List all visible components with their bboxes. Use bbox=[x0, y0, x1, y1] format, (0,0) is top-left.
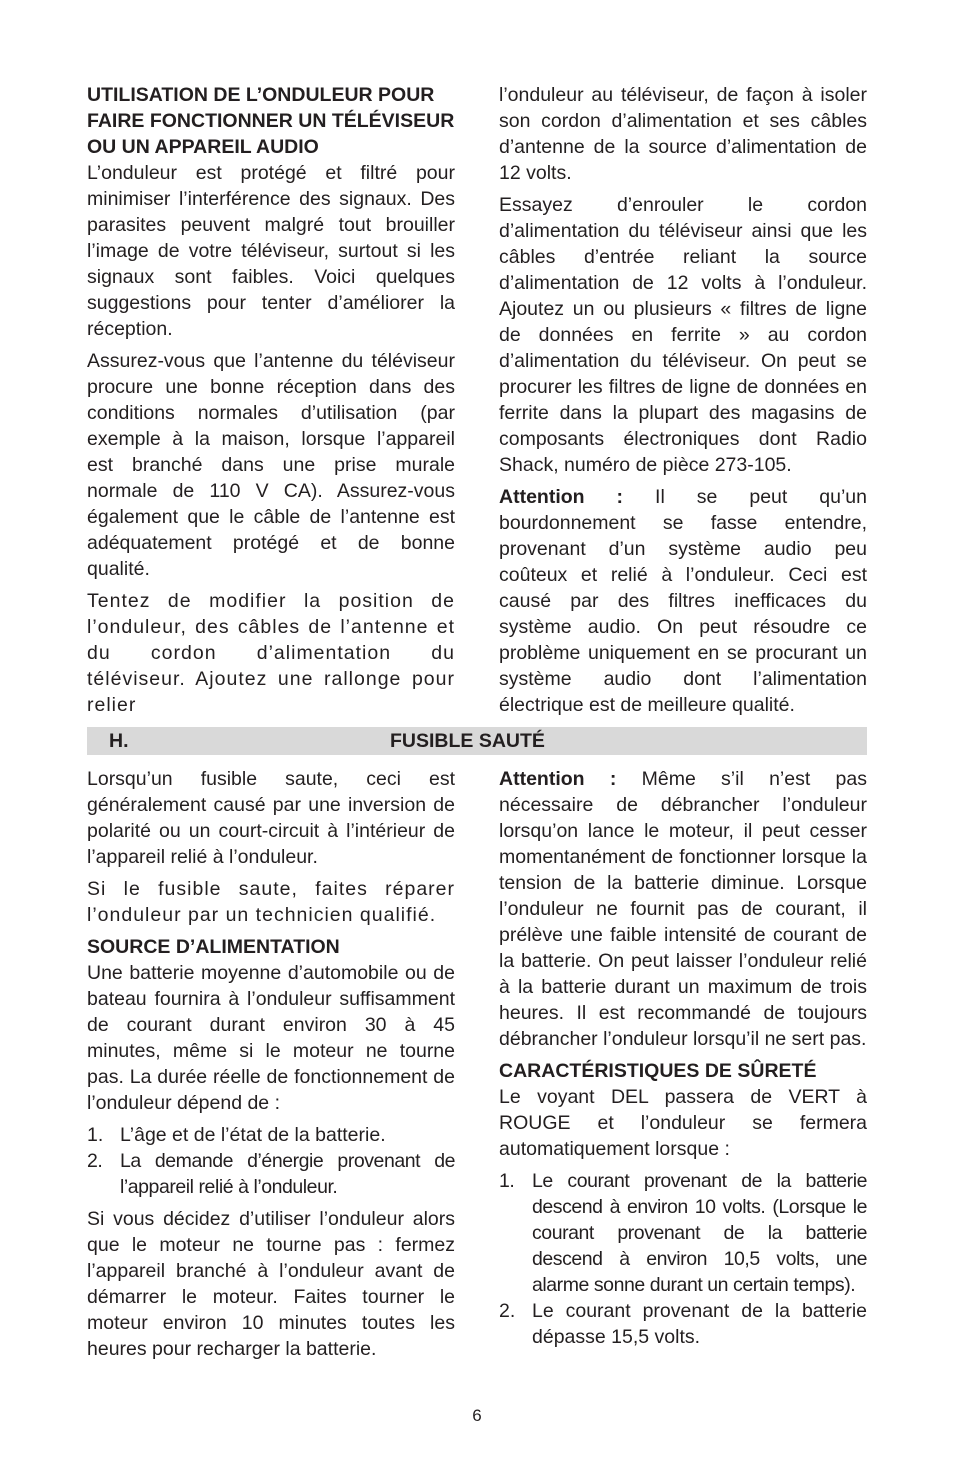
page-number: 6 bbox=[472, 1406, 482, 1425]
top-right-column bbox=[499, 82, 867, 724]
paragraph-antenna: Assurez-vous que l’antenne du téléviseur procure une bonne réception dans des conditions normales d’utilisation (par exemple à la maison, lorsque l’appareil est branché dans une prise murale normale de 110 V CA). Assurez-vous également que le câble de l’antenne est adéquatement protégé et de bonne qualité. bbox=[87, 350, 455, 580]
paragraph-ferrite-filters: Essayez d’enrouler le cordon d’alimentation du téléviseur ainsi que les câbles d’entrée reliant la source d’alimentation de 12 volts à l’onduleur. Ajoutez un ou plusieurs « filtres de ligne de données en ferrite » au cordon d’alimentation du téléviseur. On peut se procurer les filtres de ligne de données en ferrite dans la plupart des magasins de composants électroniques dont Radio Shack, numéro de pièce 273-105. bbox=[499, 194, 867, 476]
paragraph-battery-duration: Une batterie moyenne d’automobile ou de bateau fournira à l’onduleur suffisamment de courant durant environ 30 à 45 minutes, même si le moteur ne tourne pas. La durée réelle de fonctionnement de l’onduleur dépend de : bbox=[87, 962, 455, 1114]
list-item bbox=[87, 1148, 455, 1200]
list-text: Le courant provenant de la batterie descend à environ 10 volts. (Lorsque le courant provenant de la batterie descend à environ 10,5 volts, une alarme sonne durant un certain temps). bbox=[532, 1170, 867, 1296]
attention-label: Attention : bbox=[499, 768, 617, 790]
paragraph-fuse-repair: Si le fusible saute, faites réparer l’onduleur par un technicien qualifié. bbox=[87, 878, 455, 926]
list-item bbox=[499, 1168, 867, 1298]
paragraph-interference: L’onduleur est protégé et filtré pour minimiser l’interférence des signaux. Des parasites peuvent malgré tout brouiller l’image de votre téléviseur, surtout si les signaux sont faibles. Voici quelques suggestions pour tenter d’améliorer la réception. bbox=[87, 162, 455, 340]
paragraph-extension-cord: l’onduleur au téléviseur, de façon à isoler son cordon d’alimentation et ses câbles d’antenne de la source d’alimentation de 12 volts. bbox=[499, 84, 867, 184]
section-heading-power-source: SOURCE D’ALIMENTATION bbox=[87, 936, 340, 958]
attention-label: Attention : bbox=[499, 486, 624, 508]
paragraph-led-indicator: Le voyant DEL passera de VERT à ROUGE et l’onduleur se fermera automatiquement lorsque : bbox=[499, 1086, 867, 1160]
list-text: L’âge et de l’état de la batterie. bbox=[120, 1124, 386, 1146]
list-number: 2. bbox=[499, 1300, 516, 1322]
paragraph-fuse-cause: Lorsqu’un fusible saute, ceci est généralement causé par une inversion de polarité ou un court-circuit à l’intérieur de l’appareil relié à l’onduleur. bbox=[87, 768, 455, 868]
bottom-left-column bbox=[87, 766, 455, 1368]
paragraph-hum-warning bbox=[499, 484, 867, 718]
attention-text: Il se peut qu’un bourdonnement se fasse entendre, provenant d’un système audio peu coûteux et relié à l’onduleur. Ceci est causé par des filtres inefficaces du système audio. On peut résoudre ce problème uniquement en se procurant un système audio dont l’alimentation électrique est de meilleure qualité. bbox=[499, 486, 867, 716]
top-left-column bbox=[87, 82, 455, 724]
section-title: FUSIBLE SAUTÉ bbox=[390, 730, 545, 752]
paragraph-position: Tentez de modifier la position de l’onduleur, des câbles de l’antenne et du cordon d’alimentation du téléviseur. Ajoutez une rallonge pour relier bbox=[87, 590, 455, 716]
section-letter: H. bbox=[109, 730, 129, 752]
paragraph-engine-off: Si vous décidez d’utiliser l’onduleur alors que le moteur ne tourne pas : fermez l’appareil branché à l’onduleur avant de démarrer le moteur. Faites tourner le moteur environ 10 minutes toutes les heures pour recharger la batterie. bbox=[87, 1208, 455, 1360]
list-number: 1. bbox=[499, 1170, 515, 1192]
paragraph-engine-start-warning bbox=[499, 766, 867, 1052]
section-header-bar bbox=[87, 727, 867, 755]
list-item bbox=[499, 1298, 867, 1350]
list-text: Le courant provenant de la batterie dépasse 15,5 volts. bbox=[532, 1300, 867, 1348]
attention-text: Même s’il n’est pas nécessaire de débrancher l’onduleur lorsqu’on lance le moteur, il peut cesser momentanément de fonctionner lorsque la tension de la batterie diminue. Lorsque l’onduleur ne fournit pas de courant, il prélève une faible intensité de courant de la batterie. On peut laisser l’onduleur relié à la batterie durant un maximum de trois heures. Il est recommandé de toujours débrancher l’onduleur lorsqu’il ne sert pas. bbox=[499, 768, 867, 1050]
section-heading-safety-features: CARACTÉRISTIQUES DE SÛRETÉ bbox=[499, 1060, 817, 1082]
list-text: La demande d’énergie provenant de l’appareil relié à l’onduleur. bbox=[120, 1150, 455, 1198]
bottom-right-column bbox=[499, 766, 867, 1356]
list-number: 1. bbox=[87, 1124, 104, 1146]
list-number: 2. bbox=[87, 1150, 103, 1172]
shutdown-conditions-list bbox=[499, 1168, 867, 1350]
section-heading-tv-audio: UTILISATION DE L’ONDULEUR POUR FAIRE FONCTIONNER UN TÉLÉVISEUR OU UN APPAREIL AUDIO bbox=[87, 84, 455, 158]
list-item bbox=[87, 1122, 455, 1148]
duration-factors-list bbox=[87, 1122, 455, 1200]
